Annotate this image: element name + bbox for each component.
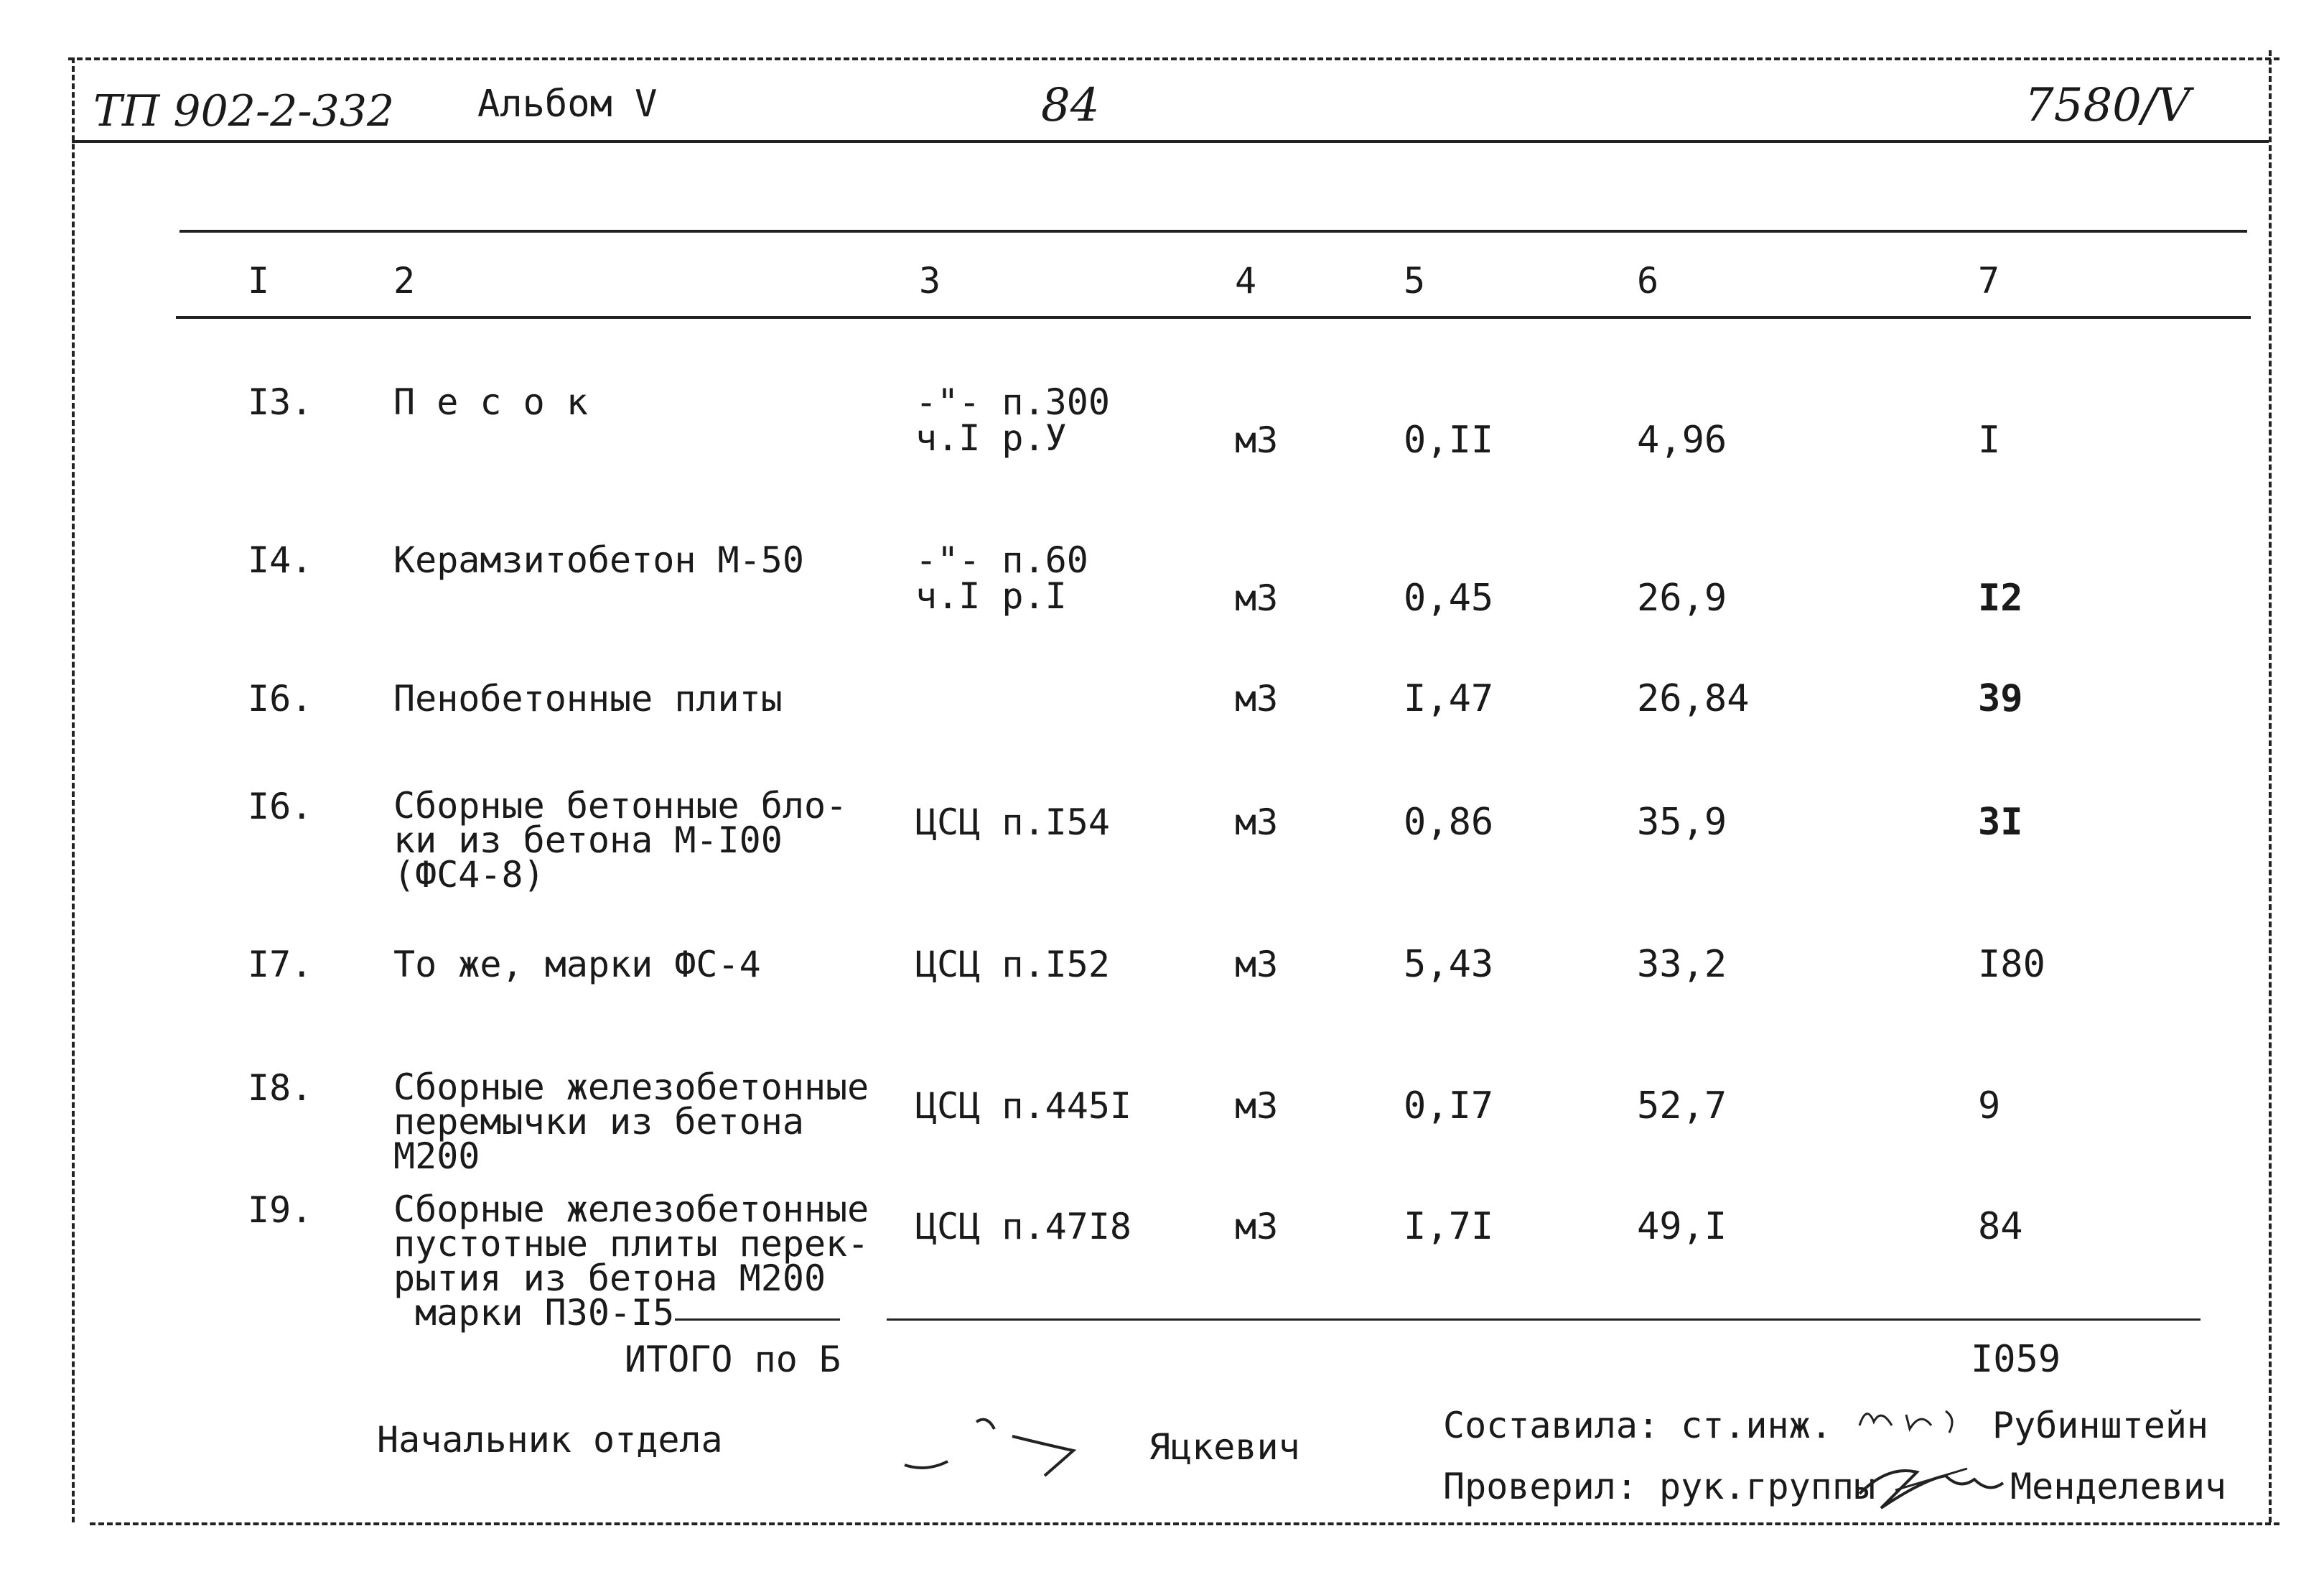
page-number: 84: [1041, 79, 1100, 132]
compiled-signature: [1852, 1397, 1967, 1454]
total-cost: I2: [1978, 577, 2023, 620]
checked-signature: [1852, 1451, 2010, 1522]
unit-price: 33,2: [1637, 943, 1727, 986]
material-name-line: марки П30-I5: [415, 1292, 675, 1334]
quantity: I,7I: [1404, 1205, 1494, 1248]
material-name: [393, 785, 848, 896]
total-label: ИТОГО по Б: [625, 1339, 841, 1380]
unit-price: 35,9: [1637, 801, 1727, 844]
quantity: I,47: [1404, 677, 1494, 720]
total-cost: 9: [1978, 1084, 2001, 1127]
material-name-line: (ФС4-8): [393, 854, 545, 896]
total-rule: [887, 1318, 2201, 1321]
row-number: I4.: [248, 539, 313, 581]
row-number: I6.: [248, 786, 313, 827]
unit: м3: [1235, 419, 1279, 461]
table-header-rule: [176, 316, 2251, 319]
price-reference: ЦСЦ п.I52: [915, 944, 1110, 985]
material-name-line: пустотные плиты перек-: [393, 1223, 869, 1265]
quantity: 0,45: [1404, 577, 1494, 620]
unit: м3: [1235, 1085, 1279, 1127]
price-reference: ЦСЦ п.I54: [915, 801, 1110, 843]
unit-price: 26,9: [1637, 577, 1727, 620]
material-name-line: перемычки из бетона: [393, 1101, 804, 1143]
total-value: I059: [1971, 1338, 2061, 1381]
checked-by-label: Проверил: рук.группы: [1443, 1466, 1876, 1507]
row-number: I6.: [248, 678, 313, 720]
total-cost: I: [1978, 419, 2001, 462]
column-number: 2: [393, 260, 416, 302]
quantity: 0,86: [1404, 801, 1494, 844]
album-label: Альбом V: [477, 83, 658, 126]
column-number: 7: [1978, 260, 2000, 302]
price-reference: ЦСЦ п.445I: [915, 1085, 1132, 1127]
table-top-rule: [179, 230, 2247, 233]
row-number: I7.: [248, 944, 313, 985]
unit: м3: [1235, 944, 1279, 985]
frame-top: [68, 57, 2279, 60]
price-reference: ЦСЦ п.47I8: [915, 1206, 1132, 1247]
row-number: I9.: [248, 1189, 313, 1231]
material-name-line: ки из бетона М-I00: [393, 819, 783, 861]
header-rule: [72, 140, 2269, 143]
row-number: I8.: [248, 1067, 313, 1109]
column-number: 4: [1235, 260, 1257, 302]
material-name: Керамзитобетон М-50: [393, 539, 804, 581]
column-number: 3: [919, 260, 941, 302]
quantity: 0,I7: [1404, 1084, 1494, 1127]
column-number: I: [248, 260, 270, 302]
material-name: П е с о к: [393, 381, 588, 423]
column-number: 6: [1637, 260, 1659, 302]
material-name-line: Сборные бетонные бло-: [393, 785, 848, 827]
total-cost: 84: [1978, 1205, 2023, 1248]
unit-price: 49,I: [1637, 1205, 1727, 1248]
unit-price: 4,96: [1637, 419, 1727, 462]
total-cost: 3I: [1978, 801, 2023, 844]
material-name: Пенобетонные плиты: [393, 678, 783, 720]
head-of-department-title: Начальник отдела: [377, 1419, 723, 1461]
frame-bottom: [90, 1522, 2279, 1525]
compiled-by-label: Составила: ст.инж.: [1443, 1405, 1832, 1446]
unit: м3: [1235, 1206, 1279, 1247]
total-cost: 39: [1978, 677, 2023, 720]
document-code: ТП 902-2-332: [93, 86, 395, 136]
unit: м3: [1235, 801, 1279, 843]
unit: м3: [1235, 577, 1279, 619]
material-name-line: рытия из бетона М200: [393, 1257, 826, 1299]
unit-price: 26,84: [1637, 677, 1750, 720]
price-reference-line: ч.I р.I: [915, 575, 1067, 617]
material-name-line: Сборные железобетонные: [393, 1188, 869, 1230]
head-signature: [897, 1400, 1098, 1494]
compiled-by-name: Рубинштейн: [1992, 1405, 2209, 1446]
checked-by-name: Менделевич: [2010, 1466, 2227, 1507]
frame-right: [2269, 50, 2272, 1522]
unit: м3: [1235, 678, 1279, 720]
quantity: 5,43: [1404, 943, 1494, 986]
material-name: [393, 1066, 869, 1177]
price-reference-line: ч.I р.У: [915, 417, 1067, 459]
material-name-line: М200: [393, 1135, 480, 1177]
price-reference: [915, 539, 1088, 617]
head-of-department-name: Яцкевич: [1149, 1426, 1300, 1468]
document-reference: 7580/V: [2025, 79, 2190, 132]
material-name-line: Сборные железобетонные: [393, 1066, 869, 1108]
material-name: То же, марки ФС-4: [393, 944, 761, 985]
price-reference-line: -"- п.60: [915, 539, 1088, 581]
quantity: 0,II: [1404, 419, 1494, 462]
unit-price: 52,7: [1637, 1084, 1727, 1127]
total-cost: I80: [1978, 943, 2045, 986]
price-reference: [915, 381, 1110, 459]
price-reference-line: -"- п.300: [915, 381, 1110, 423]
total-lead-rule: [675, 1318, 840, 1321]
frame-left: [72, 57, 75, 1522]
column-number: 5: [1404, 260, 1426, 302]
material-name: [393, 1188, 869, 1334]
row-number: I3.: [248, 381, 313, 423]
